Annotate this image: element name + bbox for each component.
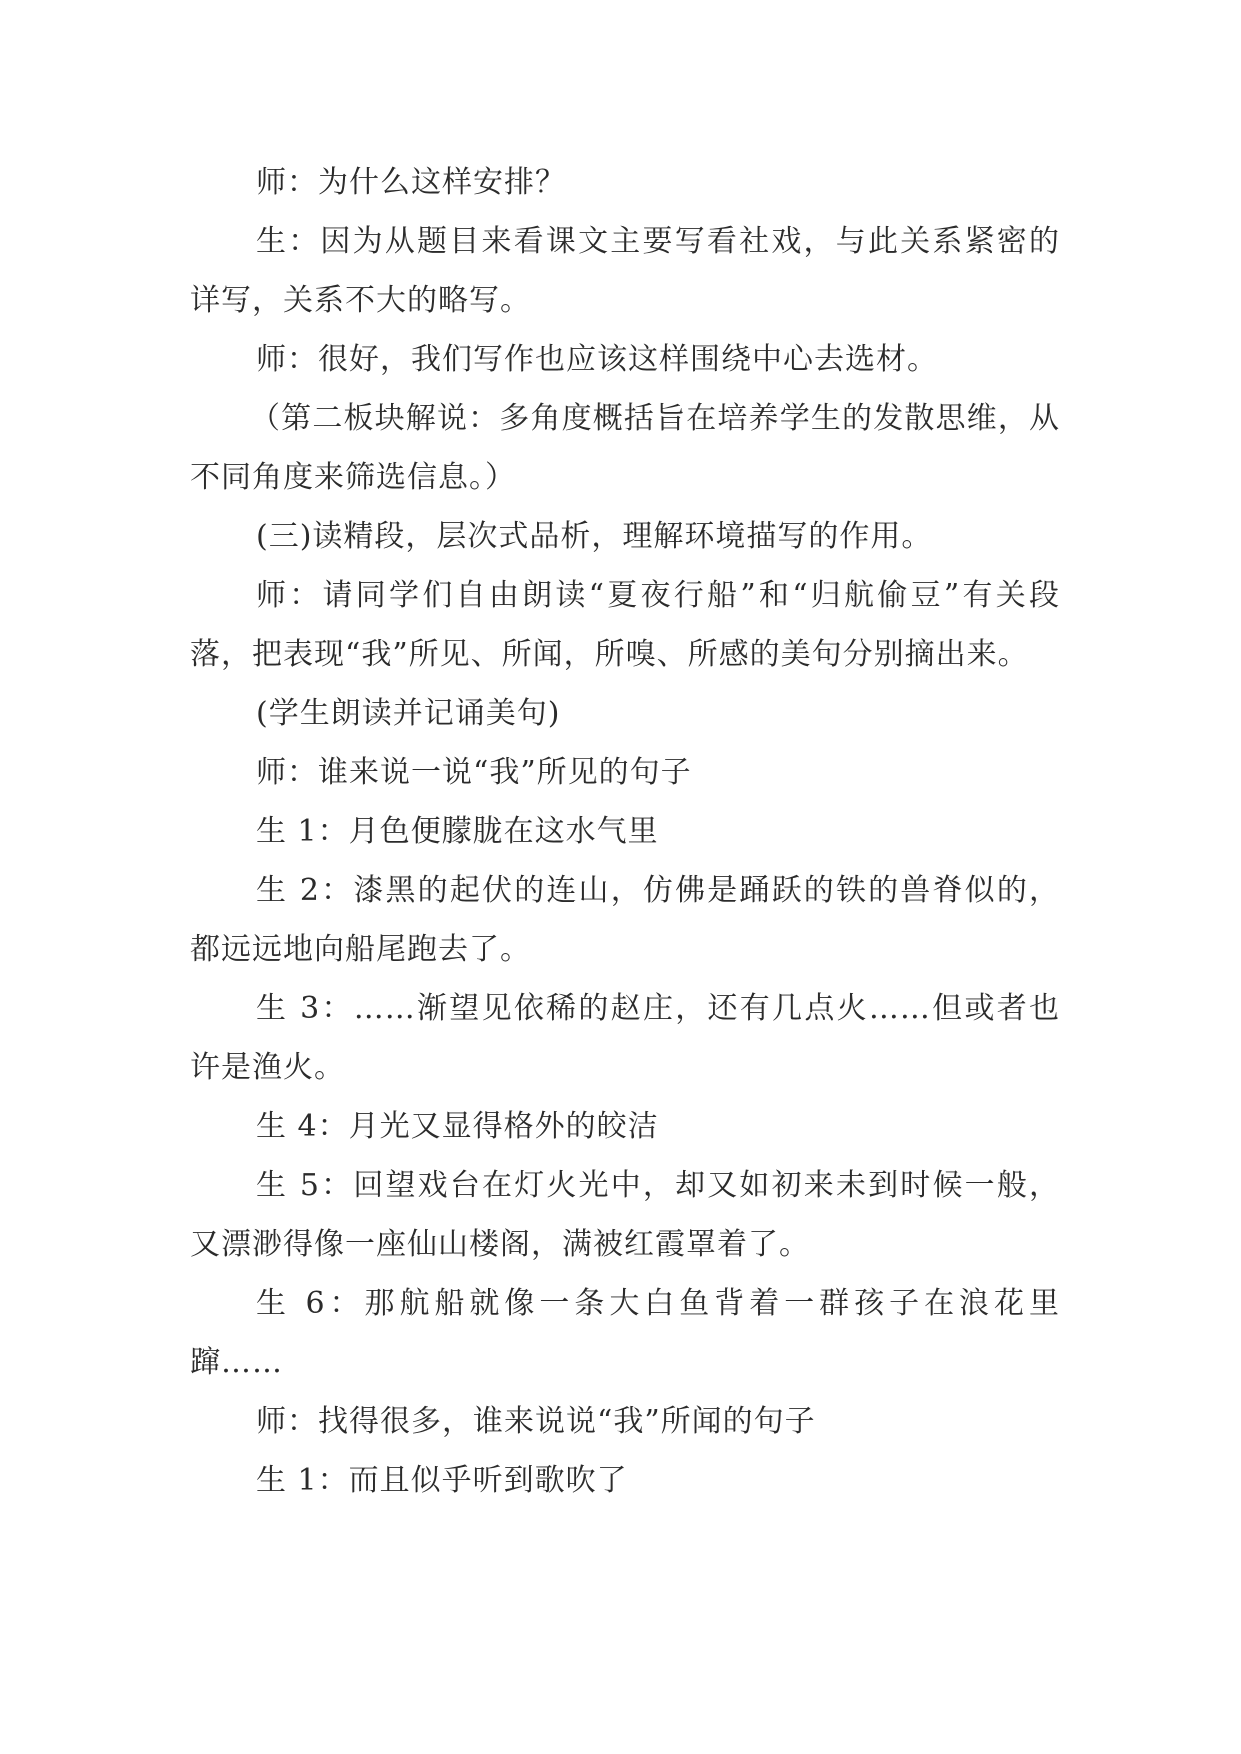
paragraph: 师：谁来说一说“我”所见的句子 (256, 755, 692, 790)
paragraph: 师：请同学们自由朗读“夏夜行船”和“归航偷豆”有关段落，把表现“我”所见、所闻，所嗅、所感的美句分别摘出来。 (190, 578, 1060, 672)
paragraph-note: （第二板块解说：多角度概括旨在培养学生的发散思维，从不同角度来筛选信息。） (190, 401, 1060, 495)
document-body (190, 153, 1060, 1510)
paragraph: 生：因为从题目来看课文主要写看社戏，与此关系紧密的详写，关系不大的略写。 (190, 224, 1060, 318)
section-heading: (三)读精段，层次式品析，理解环境描写的作用。 (256, 519, 933, 554)
paragraph: 生 1：月色便朦胧在这水气里 (256, 814, 659, 849)
paragraph: 生 5：回望戏台在灯火光中，却又如初来未到时候一般，又漂渺得像一座仙山楼阁，满被红霞罩着了。 (190, 1168, 1060, 1262)
paragraph: 生 2：漆黑的起伏的连山，仿佛是踊跃的铁的兽脊似的，都远远地向船尾跑去了。 (190, 873, 1060, 967)
paragraph: 生 4：月光又显得格外的皎洁 (256, 1109, 659, 1144)
paragraph: 生 1：而且似乎听到歌吹了 (256, 1463, 628, 1498)
paragraph: 生 3：……渐望见依稀的赵庄，还有几点火……但或者也许是渔火。 (190, 991, 1060, 1085)
paragraph: 生 6：那航船就像一条大白鱼背着一群孩子在浪花里蹿…… (190, 1286, 1060, 1380)
paragraph: 师：为什么这样安排？ (256, 165, 566, 200)
paragraph: 师：很好，我们写作也应该这样围绕中心去选材。 (256, 342, 938, 377)
paragraph: (学生朗读并记诵美句) (256, 696, 561, 731)
paragraph: 师：找得很多，谁来说说“我”所闻的句子 (256, 1404, 816, 1439)
